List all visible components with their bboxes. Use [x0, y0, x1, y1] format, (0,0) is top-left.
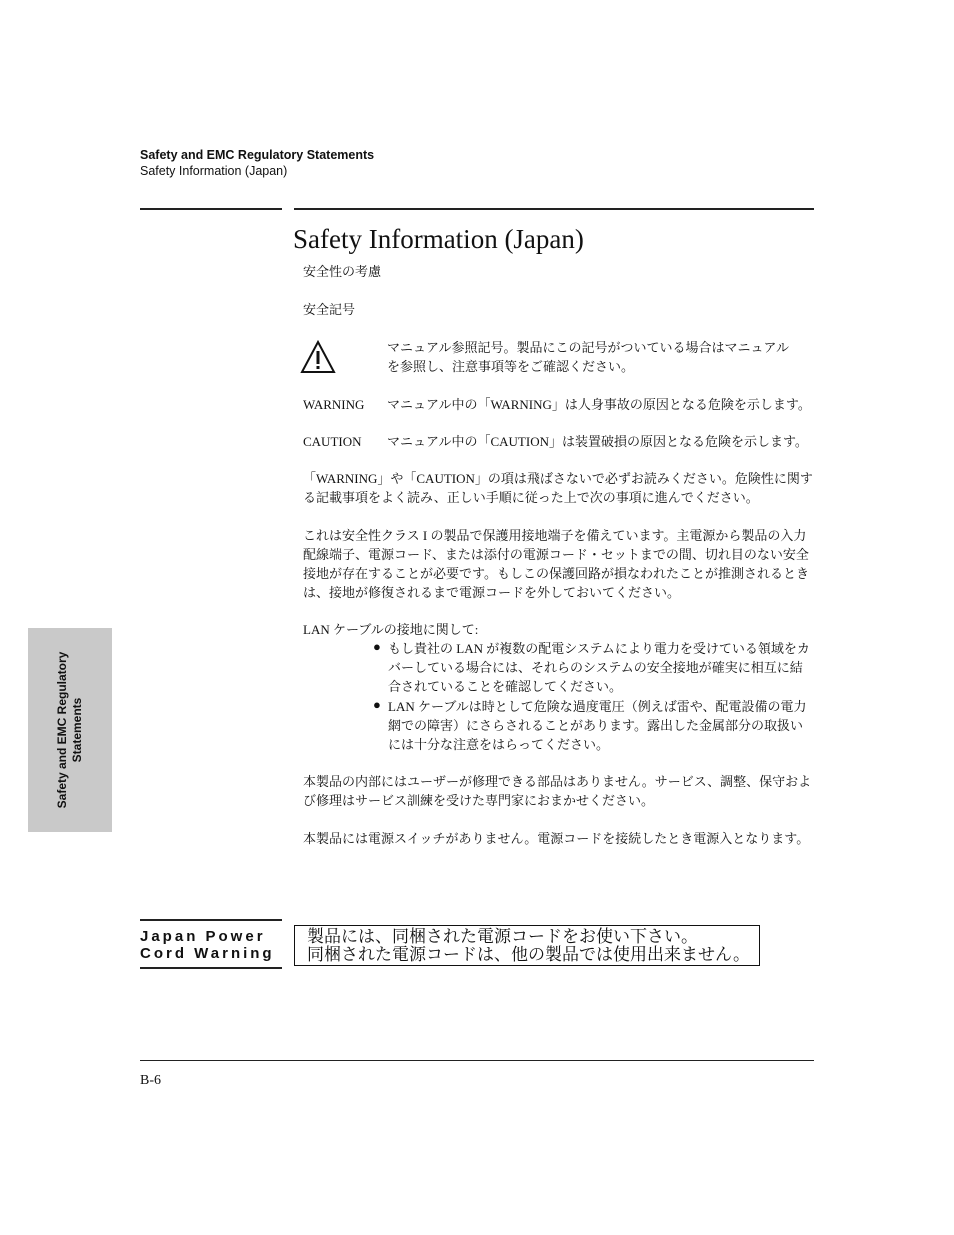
page-title: Safety Information (Japan): [293, 224, 584, 254]
power-label-bottom-rule: [140, 967, 282, 969]
paragraph-line: これは安全性クラス I の製品で保護用接地端子を備えています。主電源から製品の入力: [303, 528, 807, 543]
paragraph-line: る記載事項をよく読み、正しい手順に従った上で次の事項に進んでください。: [303, 490, 759, 505]
japan-power-cord-warning-label: [140, 928, 275, 962]
label-line: Japan Power: [140, 928, 266, 945]
heading-safety-symbols: 安全記号: [303, 302, 356, 317]
paragraph-line: は、接地が修復されるまで電源コードを外しておいてください。: [303, 585, 681, 600]
paragraph-line: 接地が存在することが必要です。もしこの保護回路が損なわれたことが推測されるとき: [303, 566, 809, 581]
page-number: B-6: [140, 1073, 161, 1088]
label-line: Cord Warning: [140, 945, 275, 962]
left-header-rule: [140, 208, 282, 210]
power-label-top-rule: [140, 919, 282, 921]
power-cord-warning-line: 製品には、同梱された電源コードをお使い下さい。: [307, 927, 698, 946]
lan-cable-heading: LAN ケーブルの接地に関して:: [303, 622, 479, 637]
caution-description: マニュアル中の「CAUTION」は装置破損の原因となる危険を示します。: [387, 434, 808, 449]
bullet-line: 網での障害）にさらされることがあります。露出した金属部分の取扱い: [388, 718, 803, 733]
paragraph-line: 「WARNING」や「CAUTION」の項は飛ばさないで必ずお読みください。危険性に関す: [303, 471, 813, 486]
heading-safety-considerations: 安全性の考慮: [303, 264, 382, 279]
bullet-line: には十分な注意をはらってください。: [388, 737, 610, 752]
paragraph-line: 配線端子、電源コード、または添付の電源コード・セットまでの間、切れ目のない安全: [303, 547, 809, 562]
power-cord-warning-line: 同梱された電源コードは、他の製品では使用出来ません。: [307, 945, 751, 964]
side-tab-label: [28, 628, 112, 832]
warning-triangle-icon: [300, 340, 336, 374]
bullet-line: もし貴社の LAN が複数の配電システムにより電力を受けている領域をカ: [388, 641, 810, 656]
running-header-subsection: Safety Information (Japan): [140, 164, 288, 178]
main-header-rule: [294, 208, 814, 210]
footer-rule: [140, 1060, 814, 1061]
bullet-line: LAN ケーブルは時として危険な過度電圧（例えば雷や、配電設備の電力: [388, 699, 807, 714]
symbol-description-line: を参照し、注意事項等をご確認ください。: [387, 359, 635, 374]
paragraph-line: 本製品の内部にはユーザーが修理できる部品はありません。サービス、調整、保守およ: [303, 774, 812, 789]
warning-description: マニュアル中の「WARNING」は人身事故の原因となる危険を示します。: [387, 397, 811, 412]
bullet-line: バーしている場合には、それらのシステムの安全接地が確実に相互に結: [388, 660, 803, 675]
bullet-line: 合されていることを確認してください。: [388, 679, 623, 694]
caution-label: CAUTION: [303, 434, 362, 449]
bullet-marker: ●: [373, 697, 381, 712]
warning-label: WARNING: [303, 397, 365, 412]
japan-power-cord-warning-box: [294, 925, 760, 966]
side-section-tab: [28, 628, 112, 832]
paragraph-line: び修理はサービス訓練を受けた専門家におまかせください。: [303, 793, 655, 808]
running-header-section: Safety and EMC Regulatory Statements: [140, 148, 375, 162]
side-tab-label-line: Statements: [70, 697, 84, 763]
symbol-description-line: マニュアル参照記号。製品にこの記号がついている場合はマニュアル: [387, 340, 789, 355]
paragraph-line: 本製品には電源スイッチがありません。電源コードを接続したとき電源入となります。: [303, 831, 810, 846]
side-tab-label-line: Safety and EMC Regulatory: [55, 651, 69, 809]
bullet-marker: ●: [373, 639, 381, 654]
